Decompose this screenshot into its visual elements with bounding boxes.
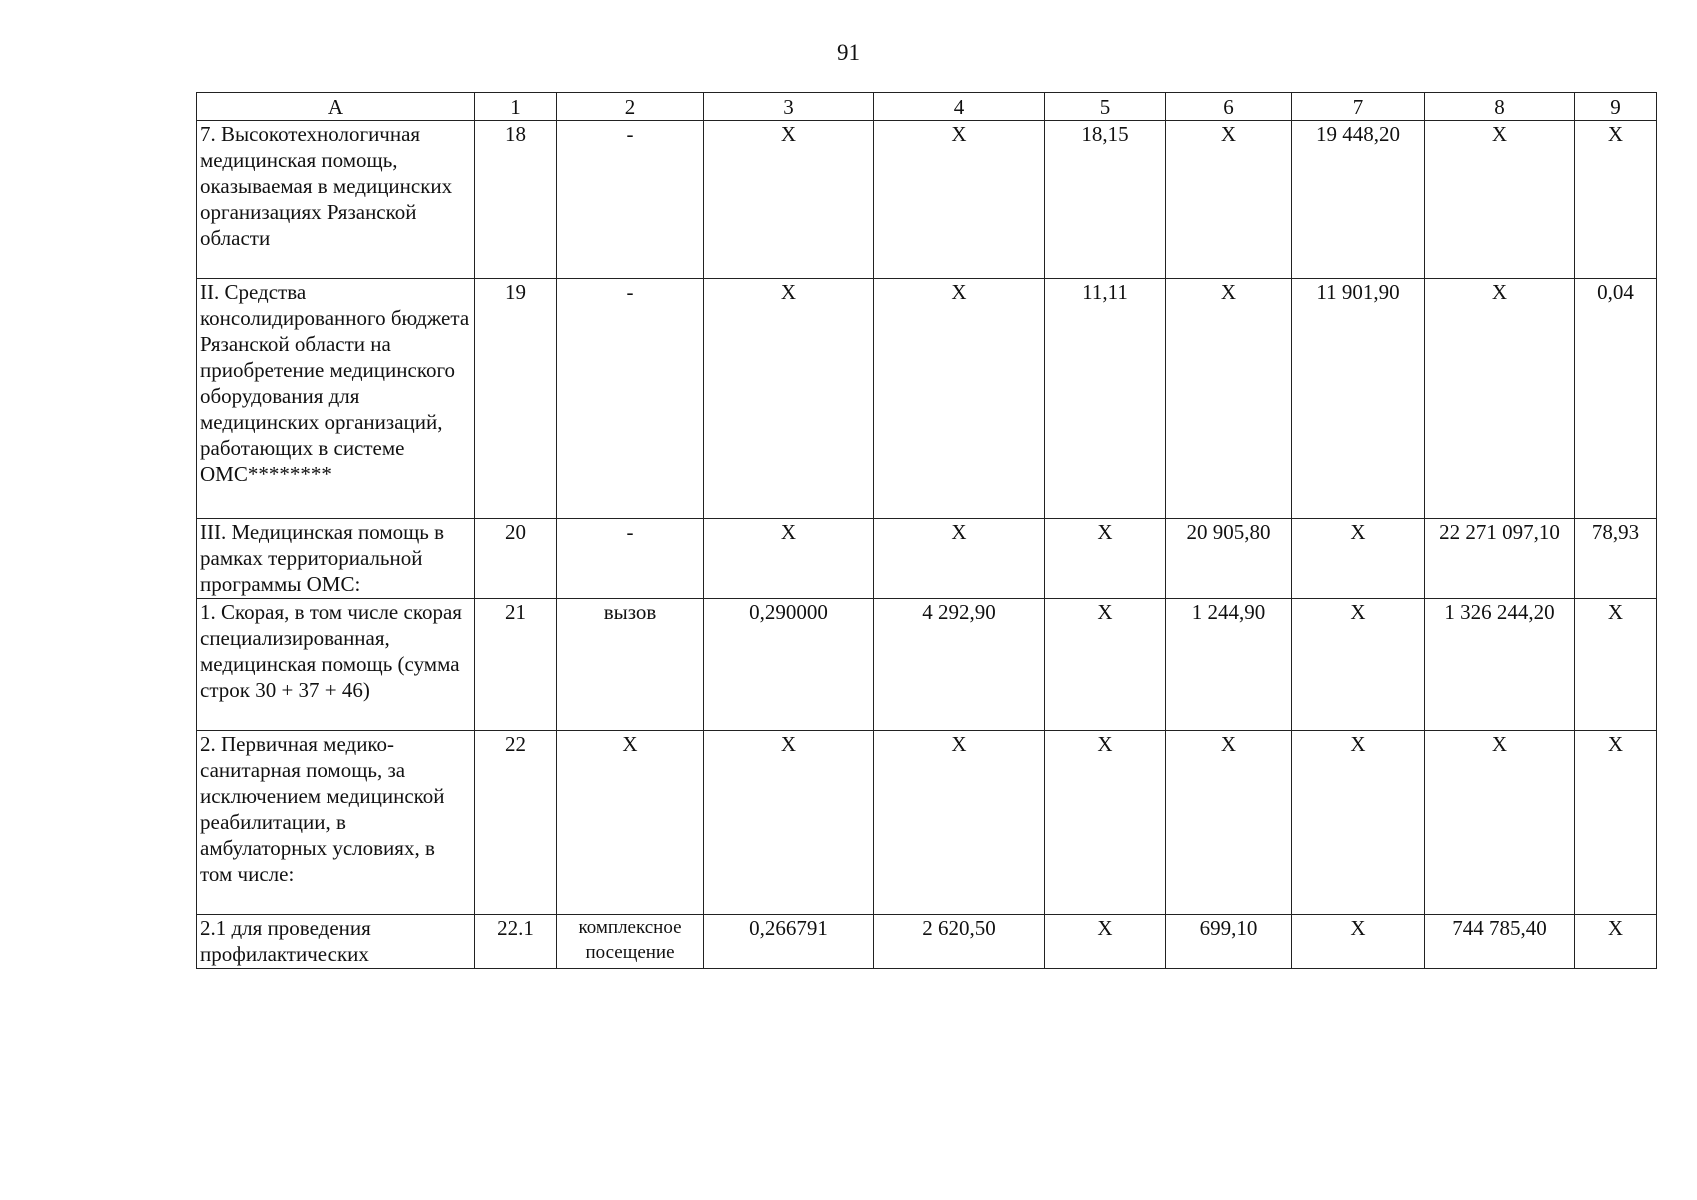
table-cell: 18 <box>475 121 557 279</box>
table-cell: Х <box>1292 915 1425 969</box>
table-cell: Х <box>1575 121 1657 279</box>
table-cell: Х <box>1166 121 1292 279</box>
column-header-8: 8 <box>1425 93 1575 121</box>
table-cell: Х <box>1166 279 1292 519</box>
table-row <box>197 915 1657 969</box>
table-cell: 0,266791 <box>704 915 874 969</box>
table-cell: Х <box>1425 731 1575 915</box>
table-cell: 20 <box>475 519 557 599</box>
table-cell: Х <box>557 731 704 915</box>
table-cell: 0,04 <box>1575 279 1657 519</box>
table-cell: Х <box>1045 731 1166 915</box>
row-name-cell: 7. Высокотехнологичная медицинская помощь, оказываемая в медицинских организациях Рязанской области <box>197 121 475 279</box>
table-cell: комплексное посещение <box>557 915 704 969</box>
table-cell: Х <box>1292 519 1425 599</box>
table-cell: Х <box>1292 731 1425 915</box>
row-name-cell: 2. Первичная медико-санитарная помощь, за исключением медицинской реабилитации, в амбулаторных условиях, в том числе: <box>197 731 475 915</box>
table-cell: 744 785,40 <box>1425 915 1575 969</box>
table-row <box>197 279 1657 519</box>
table-cell: Х <box>1425 279 1575 519</box>
header-row <box>197 93 1657 121</box>
table-row <box>197 599 1657 731</box>
table-cell: 18,15 <box>1045 121 1166 279</box>
table-cell: 1 326 244,20 <box>1425 599 1575 731</box>
row-name-cell: III. Медицинская помощь в рамках территориальной программы ОМС: <box>197 519 475 599</box>
column-header-7: 7 <box>1292 93 1425 121</box>
column-header-4: 4 <box>874 93 1045 121</box>
table-cell: 19 <box>475 279 557 519</box>
table-cell: Х <box>874 121 1045 279</box>
table-cell: Х <box>704 731 874 915</box>
table-cell: - <box>557 121 704 279</box>
table-cell: Х <box>1575 599 1657 731</box>
table-cell: Х <box>874 519 1045 599</box>
table-cell: 22 <box>475 731 557 915</box>
table-cell: Х <box>704 121 874 279</box>
table-cell: 22 271 097,10 <box>1425 519 1575 599</box>
table-cell: 19 448,20 <box>1292 121 1425 279</box>
table-cell: Х <box>1292 599 1425 731</box>
table-row <box>197 121 1657 279</box>
column-header-6: 6 <box>1166 93 1292 121</box>
column-header-3: 3 <box>704 93 874 121</box>
column-header-9: 9 <box>1575 93 1657 121</box>
table-cell: 4 292,90 <box>874 599 1045 731</box>
data-table <box>196 92 1657 969</box>
table-cell: Х <box>1425 121 1575 279</box>
page-number: 91 <box>837 40 860 65</box>
table-cell: Х <box>1045 599 1166 731</box>
row-name-cell: II. Средства консолидированного бюджета Рязанской области на приобретение медицинского оборудования для медицинских организаций, работающих в системе ОМС******** <box>197 279 475 519</box>
table-row <box>197 519 1657 599</box>
table-cell: Х <box>1045 915 1166 969</box>
column-header-5: 5 <box>1045 93 1166 121</box>
table-cell: 21 <box>475 599 557 731</box>
table-cell: 78,93 <box>1575 519 1657 599</box>
table-cell: Х <box>1575 731 1657 915</box>
table-row <box>197 731 1657 915</box>
table-cell: 20 905,80 <box>1166 519 1292 599</box>
table-cell: 699,10 <box>1166 915 1292 969</box>
table-cell: Х <box>1045 519 1166 599</box>
table-cell: Х <box>1575 915 1657 969</box>
row-name-cell: 2.1 для проведения профилактических <box>197 915 475 969</box>
table-cell: 0,290000 <box>704 599 874 731</box>
table-cell: Х <box>704 519 874 599</box>
table-cell: 11 901,90 <box>1292 279 1425 519</box>
table-cell: 11,11 <box>1045 279 1166 519</box>
row-name-cell: 1. Скорая, в том числе скорая специализированная, медицинская помощь (сумма строк 30 + 37 + 46) <box>197 599 475 731</box>
table-cell: Х <box>1166 731 1292 915</box>
table-cell: Х <box>874 731 1045 915</box>
table-cell: 2 620,50 <box>874 915 1045 969</box>
table-cell: 1 244,90 <box>1166 599 1292 731</box>
column-header-2: 2 <box>557 93 704 121</box>
table-cell: Х <box>704 279 874 519</box>
table-cell: Х <box>874 279 1045 519</box>
table-cell: вызов <box>557 599 704 731</box>
table-cell: - <box>557 279 704 519</box>
column-header-1: 1 <box>475 93 557 121</box>
table-cell: - <box>557 519 704 599</box>
column-header-a: А <box>197 93 475 121</box>
table-cell: 22.1 <box>475 915 557 969</box>
